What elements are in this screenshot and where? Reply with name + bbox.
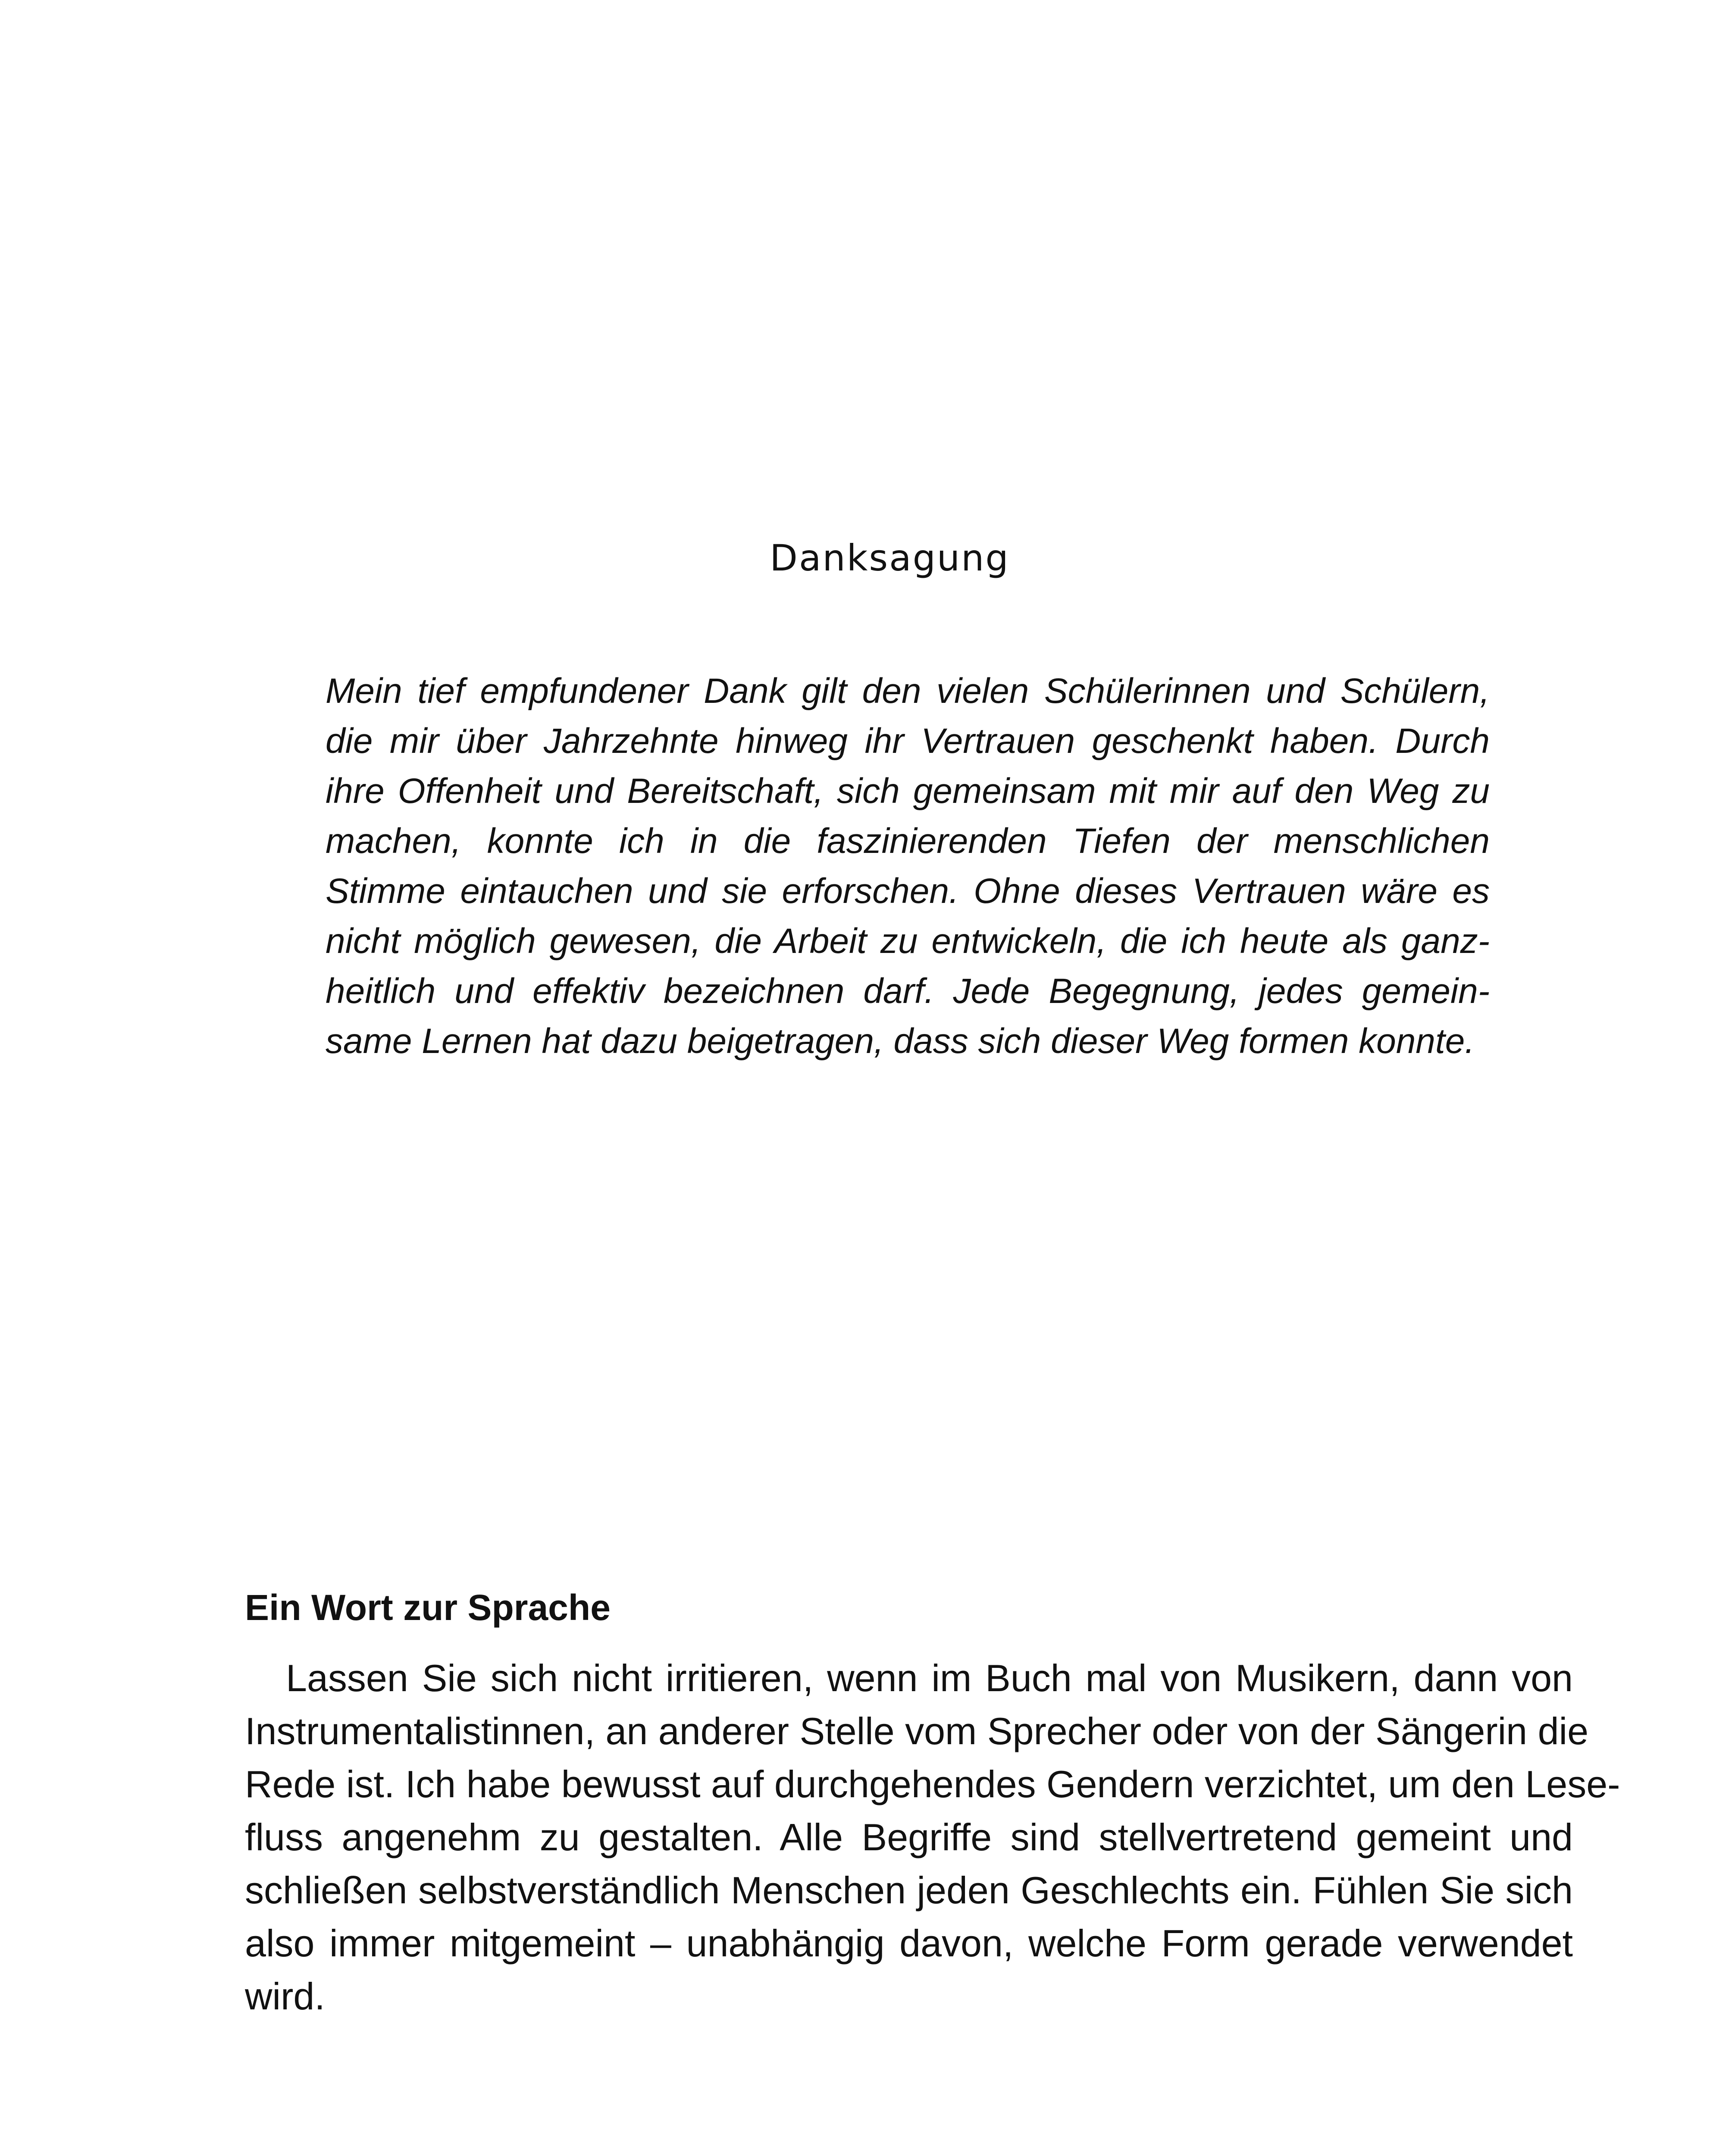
language-note-line: Lassen Sie sich nicht irritieren, wenn im Buch mal von Musikern, dann von	[286, 1657, 1573, 1699]
acknowledgement-line: same Lernen hat dazu beigetragen, dass sich dieser Weg formen konnte.	[326, 1022, 1475, 1061]
acknowledgement-line: ihre Offenheit und Bereitschaft, sich gemeinsam mit mir auf den Weg zu	[326, 771, 1490, 811]
language-note-line: schließen selbstverständlich Menschen jeden Geschlechts ein. Fühlen Sie sich	[245, 1869, 1573, 1912]
language-note-line: wird.	[245, 1975, 325, 2018]
acknowledgement-line: Stimme eintauchen und sie erforschen. Ohne dieses Vertrauen wäre es	[326, 871, 1490, 911]
language-note-line: also immer mitgemeint – unabhängig davon, welche Form gerade verwendet	[245, 1922, 1573, 1965]
acknowledgement-line: nicht möglich gewesen, die Arbeit zu entwickeln, die ich heute als ganz-	[326, 921, 1490, 961]
acknowledgement-line: Mein tief empfundener Dank gilt den vielen Schülerinnen und Schülern,	[326, 671, 1490, 711]
language-note-line: Rede ist. Ich habe bewusst auf durchgehendes Gendern verzichtet, um den Lese-	[245, 1763, 1620, 1805]
language-note-heading: Ein Wort zur Sprache	[245, 1587, 611, 1628]
acknowledgement-line: die mir über Jahrzehnte hinweg ihr Vertrauen geschenkt haben. Durch	[326, 721, 1490, 761]
acknowledgement-line: machen, konnte ich in die faszinierenden Tiefen der menschlichen	[326, 821, 1490, 861]
language-note-line: Instrumentalistinnen, an anderer Stelle vom Sprecher oder von der Sängerin die	[245, 1710, 1589, 1752]
acknowledgement-line: heitlich und effektiv bezeichnen darf. Jede Begegnung, jedes gemein-	[326, 971, 1490, 1011]
language-note-paragraph	[245, 1651, 1620, 2023]
acknowledgement-title: Danksagung	[770, 537, 1010, 579]
language-note-line: fluss angenehm zu gestalten. Alle Begriffe sind stellvertretend gemeint und	[245, 1816, 1573, 1858]
acknowledgement-paragraph	[326, 666, 1490, 1066]
